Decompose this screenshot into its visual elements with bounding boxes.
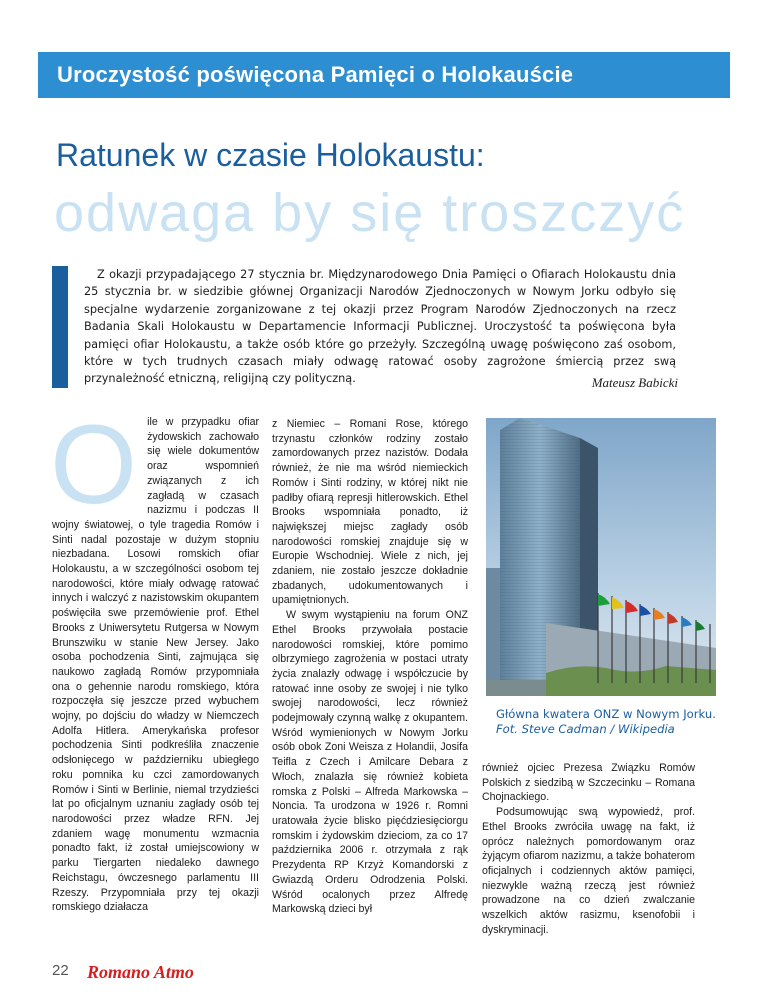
page-number: 22 — [52, 962, 69, 979]
lead-paragraph: Z okazji przypadającego 27 stycznia br. Międzynarodowego Dnia Pamięci o Ofiarach Holokaustu dnia 25 stycznia br. w siedzibie głównej Organizacji Narodów Zjednoczonych w Nowym Jorku odbyło się specjalne wydarzenie zorganizowane z tej okazji przez Program Narodów Zjednoczonych na rzecz Badania Skali Holokaustu w Departamencie Informacji Publicznej. Uroczystość ta poświęcona była pamięci ofiar Holokaustu, a także osób które go przeżyły. Szczególną uwagę poświęcono zaś osobom, które w tych trudnych czasach miały odwagę ratować osoby zagrożone śmiercią przez swą przynależność etniczną, religijną czy polityczną. — [84, 268, 676, 386]
article-column-3 — [482, 761, 695, 937]
article-title: Ratunek w czasie Holokaustu: — [56, 137, 485, 173]
magazine-logo: Romano Atmo — [87, 962, 194, 982]
section-banner — [38, 52, 730, 98]
article-column-1 — [50, 402, 259, 915]
caption-title: Główna kwatera ONZ w Nowym Jorku. — [496, 707, 716, 721]
caption-credit: Fot. Steve Cadman / Wikipedia — [496, 722, 675, 736]
article-subtitle: odwaga by się troszczyć — [54, 183, 686, 243]
author-name: Mateusz Babicki — [591, 375, 678, 390]
column-2-paragraph-2: W swym wystąpieniu na forum ONZ Ethel Brooks przywołała postacie narodowości romskiej, które pomimo olbrzymiego zagrożenia w postaci utraty życia znalazły odwagę i współczucie by ratować inne osoby ze swojej i nie tylko swojej narodowości, lecz również podejmowały czynną walkę z okupantem. Wśród wymienionych w Nowym Jorku osób obok Zoni Weisza z Holandii, Josifa Teifla z Czech i Amilcare Debara z Włoch, znalazła się również kobieta romska z Polski – Alfreda Markowska – Noncia. Ta urodzona w 1926 r. Romni uratowała życie blisko pięćdziesięciorgu romskim i żydowskim dzieciom, za co 17 października 2006 r. otrzymała z rąk Prezydenta RP Krzyż Komandorski z Gwiazdą Orderu Odrodzenia Polski. Wśród ocalonych przez Alfredę Markowską dzieci był — [272, 609, 468, 916]
column-2-paragraph-1: z Niemiec – Romani Rose, którego trzynastu członków rodziny zostało zamordowanych przez nazistów. Dodała również, że nie ma wśród niemieckich Romów i Sinti rodziny, w której nikt nie padłby ofiarą represji hitlerowskich. Ethel Brooks wspomniała ponadto, iż największej miejsc zagłady osób narodowości romskiej znajduje się w Europie Wschodniej. Wiele z nich, jej zdaniem, nie zostało jeszcze dokładnie zbadanych, udokumentowanych i upamiętnionych. — [272, 418, 468, 607]
article-column-2 — [272, 417, 468, 917]
lead-accent-bar — [52, 266, 68, 388]
column-3-paragraph-2: Podsumowując swą wypowiedź, prof. Ethel Brooks zwróciła uwagę na fakt, iż oprócz należnych pomordowanym oraz żyjącym ofiarom nazizmu, a także bohaterom oficjalnych i codziennych aktów pamięci, niezwykle ważną rzeczą jest również prowadzone na co dzień zwalczanie wszelkich aktów rasizmu, ksenofobii i dyskryminacji. — [482, 806, 695, 936]
un-headquarters-photo — [486, 418, 716, 696]
drop-cap: O — [50, 402, 138, 527]
photo-caption — [496, 707, 716, 737]
banner-text: Uroczystość poświęcona Pamięci o Holokauście — [57, 62, 574, 87]
column-1-text: ile w przypadku ofiar żydowskich zachowało się wiele dokumentów oraz wspomnień związanych z ich zagładą w czasach nazizmu i podczas II wojny światowej, o tyle tragedia Romów i Sinti nadal pozostaje w dużym stopniu niezbadana. Losowi romskich ofiar Holokaustu, a w szczególności osobom tej narodowości, które miały odwagę ratować innych i walczyć z nazistowskim okupantem poświęciła swe przemówienie prof. Ethel Brooks z Uniwersytetu Rutgersa w Nowym Brunszwiku w stanie New Jersey. Jako osoba pochodzenia Sinti, zajmująca się naukowo zagładą Romów przypomniała ona o gehennie narodu romskiego, która rozpoczęła się jeszcze przed wybuchem wojny, po dojściu do władzy w Niemczech Adolfa Hitlera. Amerykańska profesor pochodzenia Sinti podkreśliła znaczenie odsłonięcego w październiku ubiegłego roku pomnika ku czci zamordowanych Romów i Sinti w Berlinie, niemal trzydzieści lat po oficjalnym uznaniu zagłady osób tej narodowości przez władze RFN. Jej zdaniem wagę monumentu wzmacnia ponadto fakt, iż został umiejscowiony w parku Tiergarten niedaleko dawnego Reichstagu, ówczesnego parlamentu III Rzeszy. Przypomniała przy tej okazji romskiego działacza — [52, 416, 259, 914]
column-3-paragraph-1: również ojciec Prezesa Związku Romów Polskich z siedzibą w Szczecinku – Romana Chojnackiego. — [482, 762, 695, 804]
